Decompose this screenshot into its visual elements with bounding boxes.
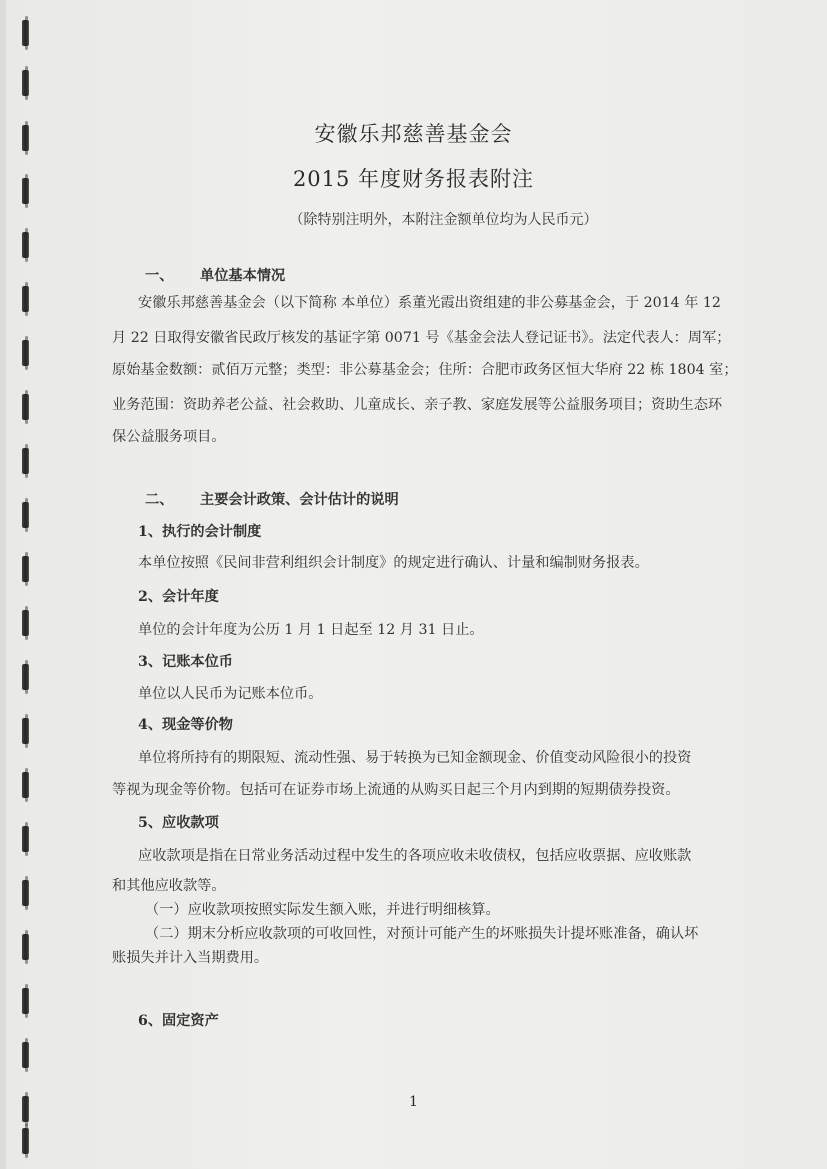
document-subtitle: 2015 年度财务报表附注 (292, 167, 535, 191)
currency-note: （除特别注明外，本附注金额单位均为人民币元） (289, 212, 598, 228)
item1-line-1: 本单位按照《民间非营利组织会计制度》的规定进行确认、计量和编制财务报表。 (138, 555, 649, 571)
page-number: 1 (409, 1094, 418, 1110)
item4-heading: 4、现金等价物 (138, 717, 233, 733)
item3-line-1: 单位以人民币为记账本位币。 (138, 686, 323, 702)
item5-heading: 5、应收款项 (138, 815, 219, 831)
item4-line-1: 单位将所持有的期限短、流动性强、易于转换为已知金额现金、价值变动风险很小的投资 (138, 750, 692, 766)
item2-heading: 2、会计年度 (138, 589, 219, 605)
section1-line-1: 安徽乐邦慈善基金会（以下简称 本单位）系董光霞出资组建的非公募基金会，于 2014 年 12 (138, 295, 721, 311)
item1-heading: 1、执行的会计制度 (138, 524, 262, 540)
section2-number: 二、 (145, 492, 174, 508)
item2-line-1: 单位的会计年度为公历 1 月 1 日起至 12 月 31 日止。 (138, 622, 484, 638)
item5-line-4: （二）期末分析应收款项的可收回性，对预计可能产生的坏账损失计提坏账准备，确认坏 (145, 926, 699, 942)
section1-line-5: 保公益服务项目。 (112, 429, 226, 445)
section2-heading: 主要会计政策、会计估计的说明 (200, 492, 399, 508)
item5-line-3: （一）应收款项按照实际发生额入账，并进行明细核算。 (145, 902, 500, 918)
item4-line-2: 等视为现金等价物。包括可在证券市场上流通的从购买日起三个月内到期的短期债券投资。 (112, 782, 680, 798)
item6-heading: 6、固定资产 (138, 1013, 219, 1029)
item5-line-5: 账损失并计入当期费用。 (112, 950, 269, 966)
section1-heading: 单位基本情况 (200, 268, 286, 284)
section1-number: 一、 (145, 268, 174, 284)
item5-line-1: 应收款项是指在日常业务活动过程中发生的各项应收未收债权，包括应收票据、应收账款 (138, 848, 692, 864)
document-title: 安徽乐邦慈善基金会 (314, 122, 513, 146)
section1-line-4: 业务范围：资助养老公益、社会救助、儿童成长、亲子教、家庭发展等公益服务项目；资助生态环 (112, 397, 723, 413)
section1-line-2: 月 22 日取得安徽省民政厅核发的基证字第 0071 号《基金会法人登记证书》。法定代表人：周军； (112, 330, 731, 346)
item5-line-2: 和其他应收款等。 (112, 878, 226, 894)
item3-heading: 3、记账本位币 (138, 654, 233, 670)
section1-line-3: 原始基金数额：贰佰万元整；类型：非公募基金会；住所：合肥市政务区恒大华府 22 栋 1804 室； (112, 362, 738, 378)
